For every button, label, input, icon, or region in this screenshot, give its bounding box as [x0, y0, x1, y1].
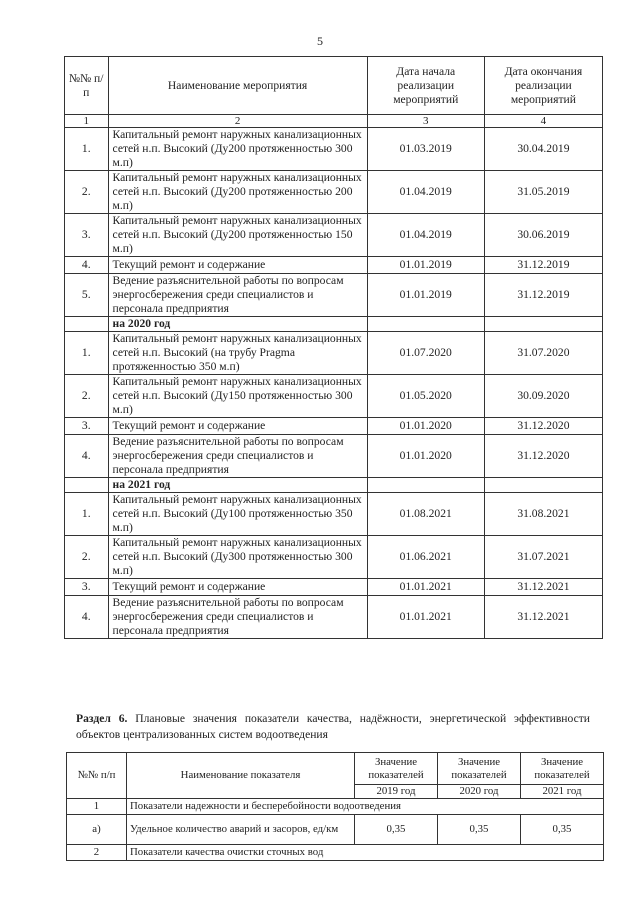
- activity-num: 2.: [65, 171, 109, 214]
- activity-name: Капитальный ремонт наружных канализационных сетей н.п. Высокий (на трубу Pragma протяженностью 350 м.п): [108, 332, 367, 375]
- activity-name: Капитальный ремонт наружных канализационных сетей н.п. Высокий (Ду300 протяженностью 300 м.п): [108, 536, 367, 579]
- activity-name: Капитальный ремонт наружных канализационных сетей н.п. Высокий (Ду200 протяженностью 300 м.п): [108, 128, 367, 171]
- header-name: Наименование мероприятия: [108, 57, 367, 115]
- activity-num: 4.: [65, 435, 109, 478]
- activities-body: [65, 128, 603, 639]
- activity-row: [65, 418, 603, 435]
- activity-end-date: 30.04.2019: [484, 128, 602, 171]
- activity-row: [65, 536, 603, 579]
- indicator-group-name: Показатели качества очистки сточных вод: [127, 845, 604, 861]
- indicators-table: [66, 752, 604, 861]
- activity-name: Текущий ремонт и содержание: [108, 418, 367, 435]
- activity-name: Капитальный ремонт наружных канализационных сетей н.п. Высокий (Ду100 протяженностью 350 м.п): [108, 493, 367, 536]
- ind-header-value: Значение показателей: [355, 753, 438, 785]
- activity-start-date: 01.01.2019: [367, 274, 484, 317]
- indicator-value-2019: 0,35: [355, 815, 438, 845]
- indicator-group-row: [67, 799, 604, 815]
- ind-header-value: Значение показателей: [438, 753, 521, 785]
- year-empty-cell: [367, 478, 484, 493]
- year-empty-cell: [484, 478, 602, 493]
- activity-end-date: 31.08.2021: [484, 493, 602, 536]
- activity-start-date: 01.01.2020: [367, 418, 484, 435]
- column-index: 2: [108, 115, 367, 128]
- ind-header-name: Наименование показателя: [127, 753, 355, 799]
- activity-end-date: 31.07.2021: [484, 536, 602, 579]
- indicator-group-row: [67, 845, 604, 861]
- indicator-num: а): [67, 815, 127, 845]
- year-empty-cell: [65, 478, 109, 493]
- activity-name: Текущий ремонт и содержание: [108, 579, 367, 596]
- activity-row: [65, 257, 603, 274]
- ind-header-year: 2020 год: [438, 785, 521, 799]
- activity-end-date: 30.06.2019: [484, 214, 602, 257]
- activity-num: 1.: [65, 128, 109, 171]
- activity-start-date: 01.01.2020: [367, 435, 484, 478]
- activity-num: 3.: [65, 579, 109, 596]
- activity-row: [65, 596, 603, 639]
- year-row: [65, 317, 603, 332]
- indicator-group-name: Показатели надежности и бесперебойности водоотведения: [127, 799, 604, 815]
- activity-row: [65, 214, 603, 257]
- year-empty-cell: [65, 317, 109, 332]
- activity-start-date: 01.03.2019: [367, 128, 484, 171]
- activities-table: [64, 56, 603, 639]
- activities-header-row: [65, 57, 603, 115]
- activity-row: [65, 375, 603, 418]
- indicator-row: [67, 815, 604, 845]
- activity-start-date: 01.06.2021: [367, 536, 484, 579]
- header-num: №№ п/п: [65, 57, 109, 115]
- activity-row: [65, 171, 603, 214]
- activity-end-date: 31.05.2019: [484, 171, 602, 214]
- section-label: Раздел 6.: [76, 712, 128, 725]
- activity-start-date: 01.08.2021: [367, 493, 484, 536]
- activity-name: Капитальный ремонт наружных канализационных сетей н.п. Высокий (Ду150 протяженностью 300 м.п): [108, 375, 367, 418]
- activity-num: 4.: [65, 257, 109, 274]
- activity-start-date: 01.04.2019: [367, 214, 484, 257]
- activity-name: Ведение разъяснительной работы по вопросам энергосбережения среди специалистов и персонала предприятия: [108, 274, 367, 317]
- year-empty-cell: [484, 317, 602, 332]
- section-6-heading: [76, 711, 590, 743]
- activity-num: 2.: [65, 375, 109, 418]
- activity-num: 4.: [65, 596, 109, 639]
- year-row: [65, 478, 603, 493]
- activity-end-date: 31.12.2019: [484, 257, 602, 274]
- year-label: на 2020 год: [108, 317, 367, 332]
- ind-header-year: 2021 год: [521, 785, 604, 799]
- ind-header-year: 2019 год: [355, 785, 438, 799]
- activity-name: Ведение разъяснительной работы по вопросам энергосбережения среди специалистов и персонала предприятия: [108, 435, 367, 478]
- year-label: на 2021 год: [108, 478, 367, 493]
- activity-num: 3.: [65, 418, 109, 435]
- activity-row: [65, 493, 603, 536]
- activity-row: [65, 332, 603, 375]
- activity-num: 5.: [65, 274, 109, 317]
- indicators-header-row: [67, 753, 604, 785]
- activity-name: Ведение разъяснительной работы по вопросам энергосбережения среди специалистов и персонала предприятия: [108, 596, 367, 639]
- indicator-name: Удельное количество аварий и засоров, ед/км: [127, 815, 355, 845]
- activity-end-date: 31.07.2020: [484, 332, 602, 375]
- activity-end-date: 31.12.2020: [484, 435, 602, 478]
- indicators-body: [67, 799, 604, 861]
- activity-start-date: 01.07.2020: [367, 332, 484, 375]
- column-index-row: [65, 115, 603, 128]
- page-number: 5: [317, 34, 323, 48]
- header-end-date: Дата окончания реализации мероприятий: [484, 57, 602, 115]
- activity-num: 1.: [65, 332, 109, 375]
- indicator-value-2021: 0,35: [521, 815, 604, 845]
- section-text: Плановые значения показатели качества, надёжности, энергетической эффективности объектов централизованных систем водоотведения: [76, 712, 591, 741]
- activity-name: Текущий ремонт и содержание: [108, 257, 367, 274]
- activity-end-date: 31.12.2021: [484, 596, 602, 639]
- activity-start-date: 01.05.2020: [367, 375, 484, 418]
- header-start-date: Дата начала реализации мероприятий: [367, 57, 484, 115]
- indicator-num: 1: [67, 799, 127, 815]
- activity-end-date: 31.12.2019: [484, 274, 602, 317]
- activity-end-date: 31.12.2021: [484, 579, 602, 596]
- ind-header-num: №№ п/п: [67, 753, 127, 799]
- activity-name: Капитальный ремонт наружных канализационных сетей н.п. Высокий (Ду200 протяженностью 200 м.п): [108, 171, 367, 214]
- activity-row: [65, 128, 603, 171]
- activity-row: [65, 435, 603, 478]
- activity-num: 3.: [65, 214, 109, 257]
- ind-header-value: Значение показателей: [521, 753, 604, 785]
- year-empty-cell: [367, 317, 484, 332]
- indicator-num: 2: [67, 845, 127, 861]
- activity-num: 2.: [65, 536, 109, 579]
- activity-start-date: 01.01.2021: [367, 579, 484, 596]
- activity-start-date: 01.04.2019: [367, 171, 484, 214]
- column-index: 4: [484, 115, 602, 128]
- column-index: 3: [367, 115, 484, 128]
- column-index: 1: [65, 115, 109, 128]
- activity-start-date: 01.01.2019: [367, 257, 484, 274]
- activity-name: Капитальный ремонт наружных канализационных сетей н.п. Высокий (Ду200 протяженностью 150 м.п): [108, 214, 367, 257]
- indicator-value-2020: 0,35: [438, 815, 521, 845]
- activity-end-date: 30.09.2020: [484, 375, 602, 418]
- activity-row: [65, 579, 603, 596]
- activity-num: 1.: [65, 493, 109, 536]
- activity-row: [65, 274, 603, 317]
- activity-end-date: 31.12.2020: [484, 418, 602, 435]
- activity-start-date: 01.01.2021: [367, 596, 484, 639]
